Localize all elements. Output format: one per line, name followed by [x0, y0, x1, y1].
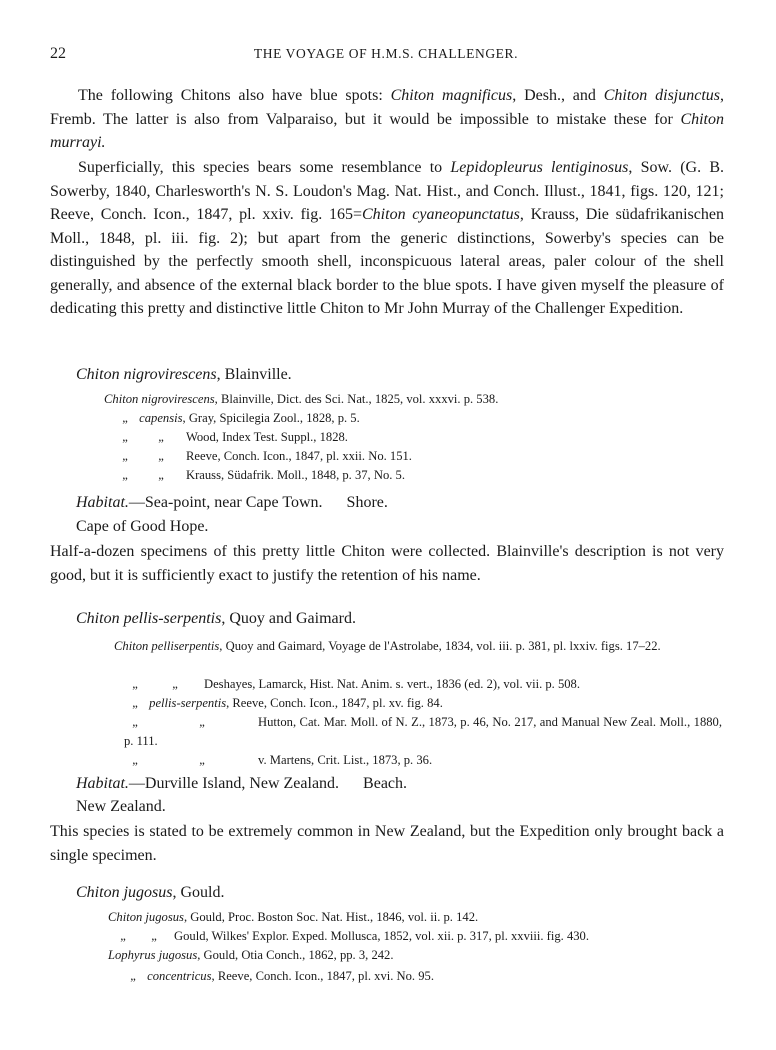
habitat-line: Habitat.—Sea-point, near Cape Town. Shore.: [76, 494, 388, 511]
synonym-line: „ „ Krauss, Südafrik. Moll., 1848, p. 37, No. 5.: [122, 468, 405, 482]
species-note: This species is stated to be extremely common in New Zealand, but the Expedition only brought back a single specimen.: [50, 823, 724, 864]
region-line: Cape of Good Hope.: [76, 518, 209, 535]
page-header: [50, 45, 722, 67]
synonym-line: „ „ Reeve, Conch. Icon., 1847, pl. xxii. No. 151.: [122, 449, 412, 463]
synonym-line: Chiton nigrovirescens, Blainville, Dict. des Sci. Nat., 1825, vol. xxxvi. p. 538.: [104, 392, 499, 406]
species-heading: Chiton nigrovirescens, Blainville.: [76, 366, 292, 383]
synonym-line: „ „ Gould, Wilkes' Explor. Exped. Mollusca, 1852, vol. xii. p. 317, pl. xxviii. fig. 430.: [120, 929, 590, 943]
synonym-line: „ „ Hutton, Cat. Mar. Moll. of N. Z., 1873, p. 46, No. 217, and Manual New Zeal. Moll., 1880, p. 111.: [124, 715, 722, 748]
synonym-line: Lophyrus jugosus, Gould, Otia Conch., 1862, pp. 3, 242.: [108, 948, 394, 962]
synonym-line: „ pellis-serpentis, Reeve, Conch. Icon., 1847, pl. xv. fig. 84.: [132, 696, 443, 710]
synonym-line: Chiton jugosus, Gould, Proc. Boston Soc. Nat. Hist., 1846, vol. ii. p. 142.: [108, 910, 479, 924]
synonym-line: „ capensis, Gray, Spicilegia Zool., 1828, p. 5.: [122, 411, 360, 425]
synonym-line: „ „ Deshayes, Lamarck, Hist. Nat. Anim. s. vert., 1836 (ed. 2), vol. vii. p. 508.: [132, 677, 580, 691]
synonym-line: Chiton pelliserpentis, Quoy and Gaimard, Voyage de l'Astrolabe, 1834, vol. iii. p. 381, pl. lxxiv. figs. 17–22.: [114, 639, 661, 653]
intro-paragraph-2: Superficially, this species bears some resemblance to Lepidopleurus lentiginosus, Sow. (G. B. Sowerby, 1840, Charlesworth's N. S. Loudon's Mag. Nat. Hist., and Conch. Illust., 1841, figs. 120, 121; Reeve, Conch. Icon., 1847, pl. xxiv. fig. 165=Chiton cyaneopunctatus, Krauss, Die südafrikanischen Moll., 1848, pl. iii. fig. 2); but apart from the generic distinctions, Sowerby's species can be distinguished by the perfectly smooth shell, inconspicuous lateral areas, paler colour of the shell generally, and absence of the external black border to the blue spots. I have given myself the pleasure of dedicating this pretty and distinctive little Chiton to Mr John Murray of the Challenger Expedition.: [50, 159, 724, 317]
page-number: 22: [50, 45, 66, 62]
running-head: THE VOYAGE OF H.M.S. CHALLENGER.: [253, 46, 519, 61]
synonym-line: „ „ Wood, Index Test. Suppl., 1828.: [122, 430, 348, 444]
intro-paragraph-1: The following Chitons also have blue spots: Chiton magnificus, Desh., and Chiton disjunctus, Fremb. The latter is also from Valparaiso, but it would be impossible to mistake these for Chiton murrayi.: [50, 87, 725, 151]
synonym-line: „ concentricus, Reeve, Conch. Icon., 1847, pl. xvi. No. 95.: [130, 969, 434, 983]
species-heading: Chiton jugosus, Gould.: [76, 884, 225, 901]
region-line: New Zealand.: [76, 798, 166, 815]
synonym-line: „ „ v. Martens, Crit. List., 1873, p. 36.: [132, 753, 433, 767]
habitat-line: Habitat.—Durville Island, New Zealand. Beach.: [76, 775, 408, 792]
species-note: Half-a-dozen specimens of this pretty little Chiton were collected. Blainville's description is not very good, but it is sufficiently exact to justify the retention of his name.: [50, 543, 724, 584]
species-heading: Chiton pellis-serpentis, Quoy and Gaimard.: [76, 610, 356, 627]
